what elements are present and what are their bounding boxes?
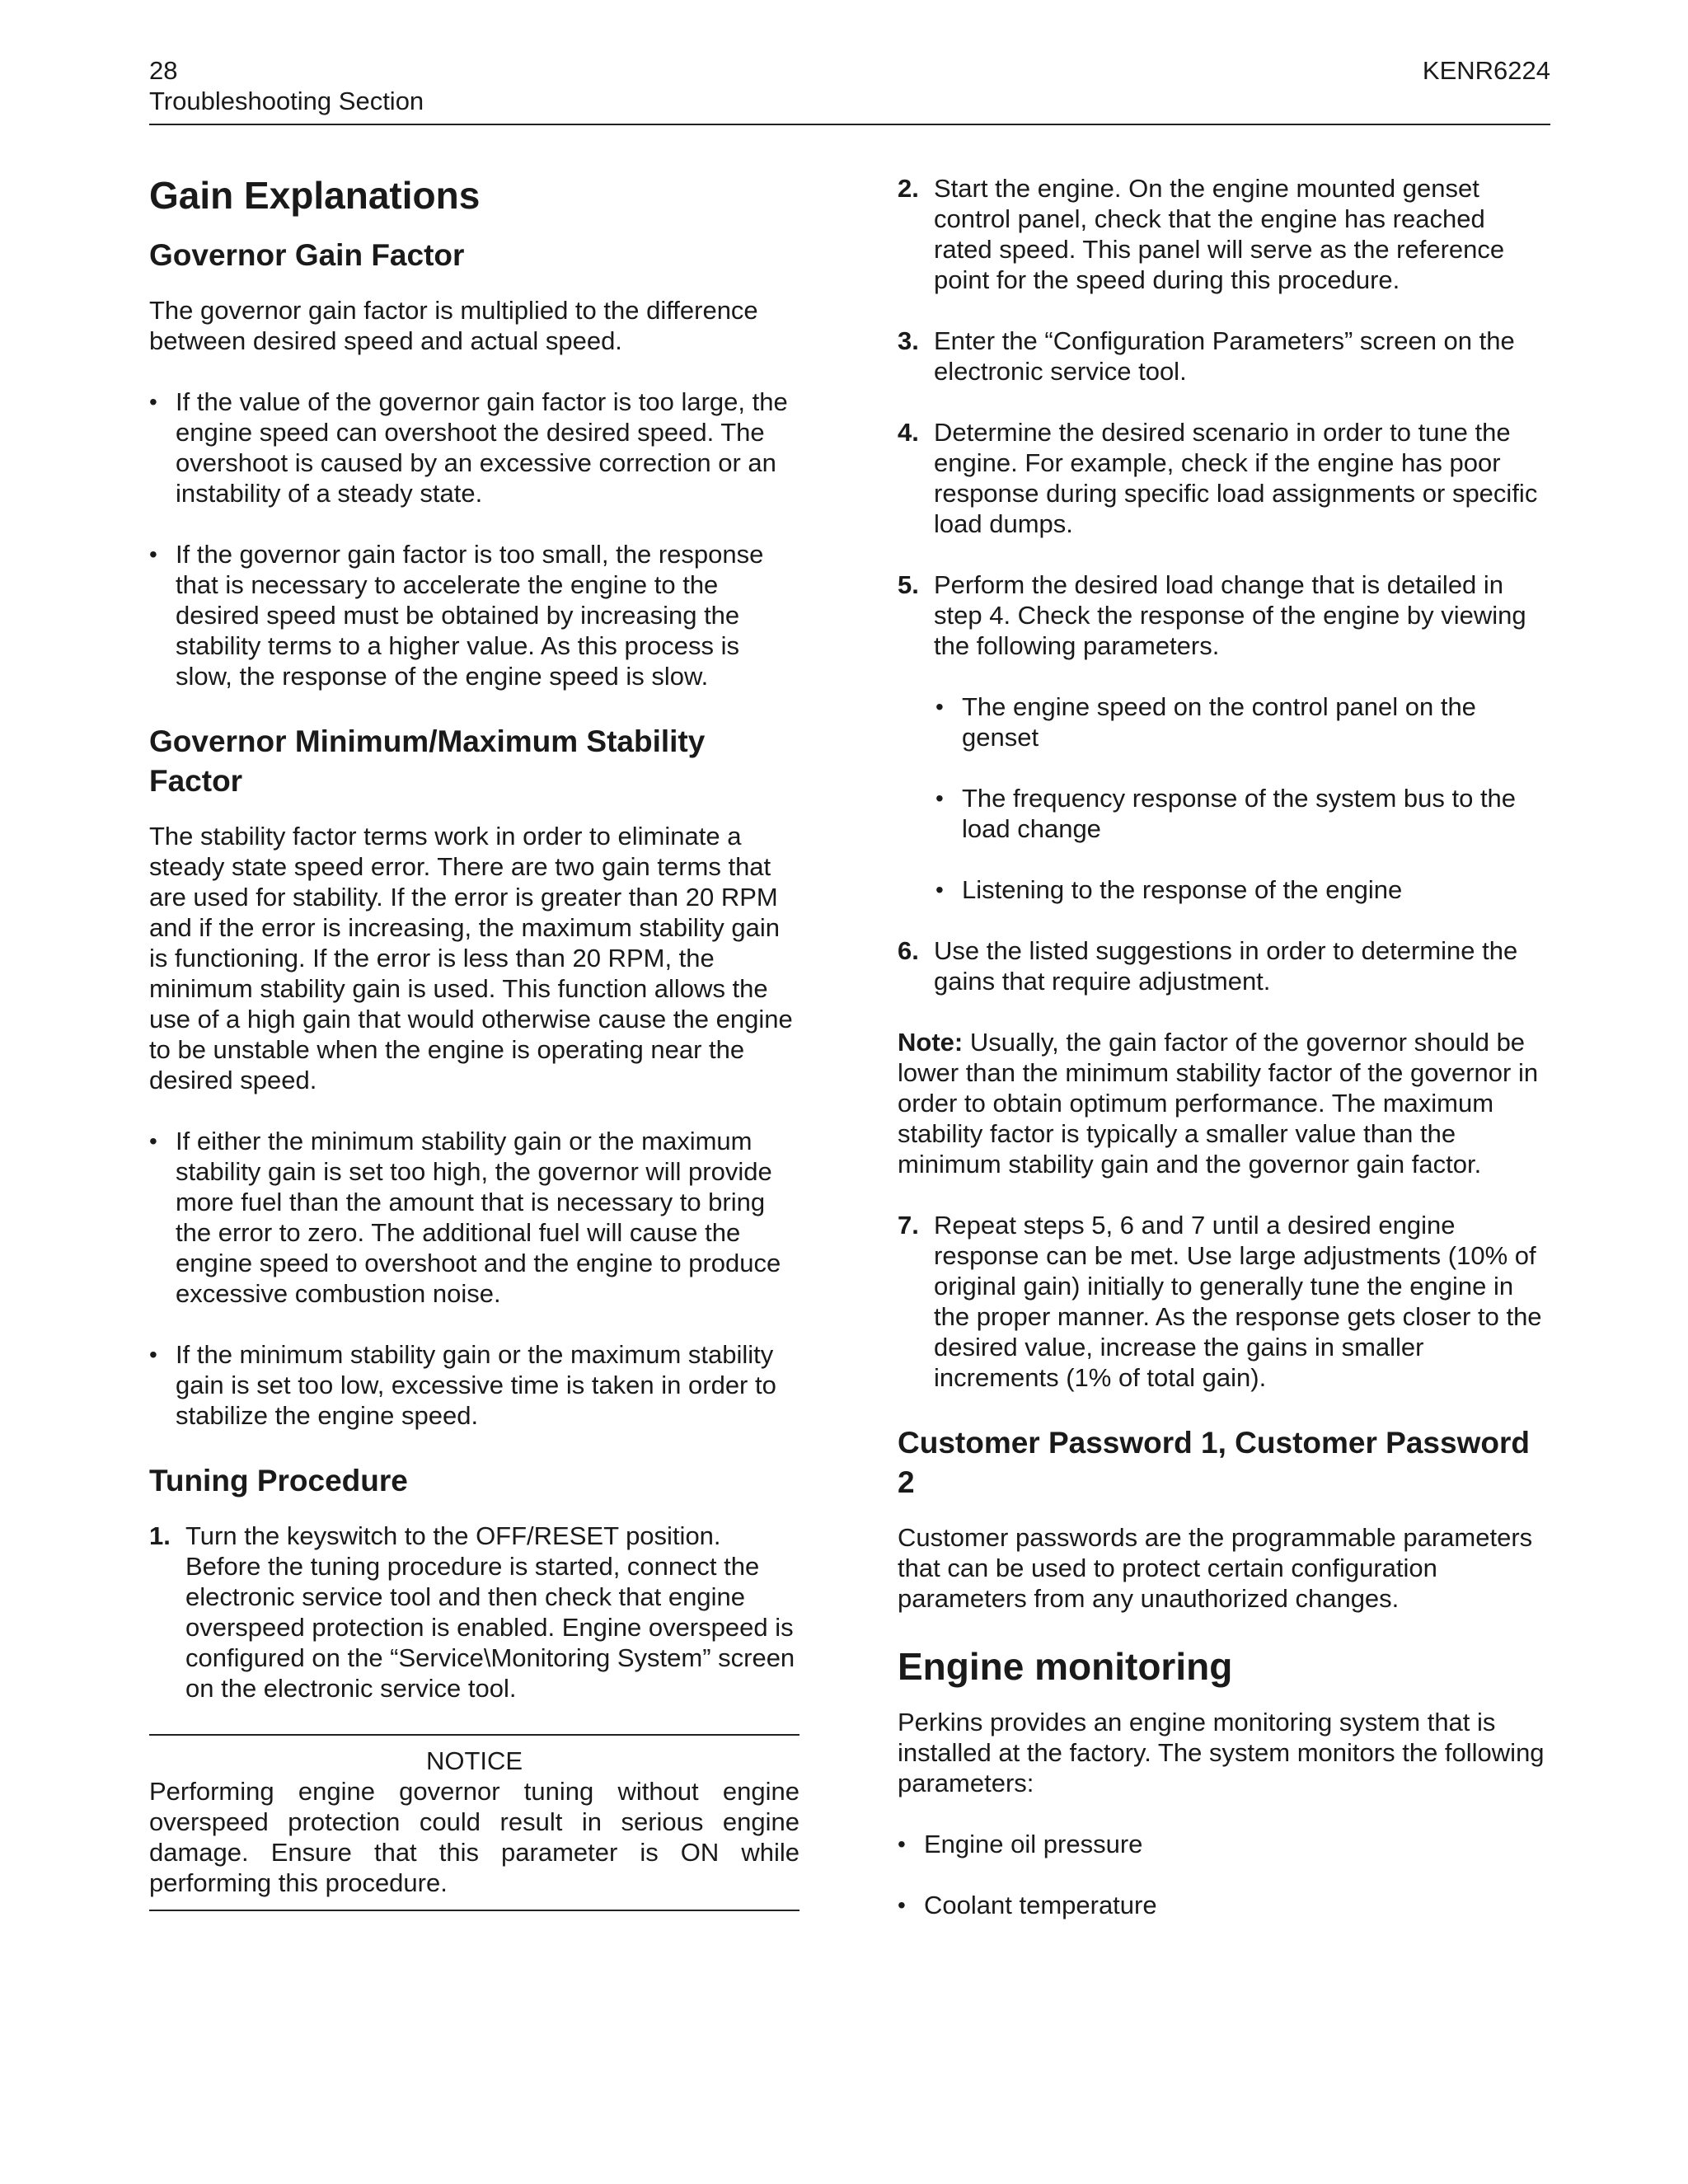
note-paragraph: [898, 1027, 1550, 1179]
step-text: Repeat steps 5, 6 and 7 until a desired engine response can be met. Use large adjustments (10% of original gain) initially to generally tune the engine in the proper manner. As the response gets closer to the desired value, increase the gains in smaller increments (1% of total gain).: [934, 1211, 1542, 1392]
list-item: • Coolant temperature: [898, 1890, 1550, 1920]
governor-gain-intro: The governor gain factor is multiplied to the difference between desired speed and actual speed.: [149, 296, 758, 355]
step-number: 4.: [898, 418, 919, 447]
note-label: Note:: [898, 1028, 964, 1057]
engine-monitoring-title: Engine monitoring: [898, 1645, 1233, 1688]
notice-box: [149, 1734, 799, 1911]
governor-gain-bullets: [149, 387, 799, 691]
stability-intro: The stability factor terms work in order to eliminate a steady state speed error. There are two gain terms that are used for stability. If the error is greater than 20 RPM and if the error is increasing, the maximum stability gain is functioning. If the error is less than 20 RPM, the minimum stability gain is used. This function allows the use of a high gain that would otherwise cause the engine to be unstable when the engine is operating near the desired speed.: [149, 822, 793, 1094]
notice-title: NOTICE: [425, 1746, 523, 1775]
list-item: • If either the minimum stability gain or the maximum stability gain is set too high, the governor will provide more fuel than the amount that is necessary to bring the error to zero. The additional fuel will cause the engine speed to overshoot and the engine to produce excessive combustion noise.: [149, 1126, 799, 1309]
engine-monitoring-intro: Perkins provides an engine monitoring system that is installed at the factory. The system monitors the following parameters:: [898, 1708, 1545, 1797]
list-item: • If the minimum stability gain or the maximum stability gain is set too low, excessive time is taken in order to stabilize the engine speed.: [149, 1339, 799, 1431]
list-item: • If the governor gain factor is too small, the response that is necessary to accelerate the engine to the desired speed must be obtained by increasing the stability terms to a higher value. As this process is slow, the response of the engine speed is slow.: [149, 539, 799, 691]
step-text: Determine the desired scenario in order to tune the engine. For example, check if the engine has poor response during specific load assignments or specific load dumps.: [934, 418, 1538, 538]
customer-password-text: Customer passwords are the programmable parameters that can be used to protect certain configuration parameters from any unauthorized changes.: [898, 1523, 1533, 1613]
notice-body: Performing engine governor tuning without engine overspeed protection could result in serious engine damage. Ensure that this parameter is ON while performing this procedure.: [149, 1777, 799, 1897]
step-2: [898, 173, 1550, 295]
step-6: [898, 935, 1550, 996]
document-id: KENR6224: [1422, 56, 1550, 85]
list-item: • Listening to the response of the engine: [898, 874, 1550, 905]
left-column: [149, 173, 799, 1911]
step-3: [898, 326, 1550, 387]
monitored-parameters: [898, 1829, 1550, 1920]
step-1: [149, 1521, 799, 1704]
customer-password-heading: Customer Password 1, Customer Password 2: [898, 1426, 1530, 1499]
step-4: [898, 417, 1550, 539]
stability-heading: Governor Minimum/Maximum Stability Factor: [149, 724, 706, 798]
list-item: • The engine speed on the control panel on the genset: [898, 691, 1550, 752]
page-header: [149, 56, 1550, 125]
step-number: 6.: [898, 936, 919, 965]
governor-gain-heading: Governor Gain Factor: [149, 238, 465, 272]
step-text: Perform the desired load change that is detailed in step 4. Check the response of the engine by viewing the following parameters.: [934, 570, 1526, 660]
tuning-procedure-heading: Tuning Procedure: [149, 1464, 408, 1497]
note-text: Usually, the gain factor of the governor should be lower than the minimum stability factor of the governor in order to obtain optimum performance. The maximum stability factor is typically a smaller value than the minimum stability gain and the governor gain factor.: [898, 1028, 1539, 1179]
list-item: • Engine oil pressure: [898, 1829, 1550, 1859]
step-text: Start the engine. On the engine mounted genset control panel, check that the engine has reached rated speed. This panel will serve as the reference point for the speed during this procedure.: [934, 174, 1505, 294]
step-number: 2.: [898, 174, 919, 203]
list-item: • If the value of the governor gain factor is too large, the engine speed can overshoot the desired speed. The overshoot is caused by an excessive correction or an instability of a steady state.: [149, 387, 799, 509]
section-title: Troubleshooting Section: [149, 87, 424, 115]
step-5: [898, 569, 1550, 661]
step-number: 7.: [898, 1211, 919, 1240]
step-text: Use the listed suggestions in order to determine the gains that require adjustment.: [934, 936, 1518, 996]
step-text: Enter the “Configuration Parameters” screen on the electronic service tool.: [934, 326, 1515, 386]
step-number: 1.: [149, 1521, 171, 1550]
step-number: 5.: [898, 570, 919, 599]
step-number: 3.: [898, 326, 919, 355]
list-item: • The frequency response of the system bus to the load change: [898, 783, 1550, 844]
stability-bullets: [149, 1126, 799, 1431]
step-7: [898, 1210, 1550, 1393]
gain-explanations-title: Gain Explanations: [149, 174, 481, 217]
right-column: [898, 173, 1550, 1951]
parameter-bullets: [898, 691, 1550, 905]
step-text: Turn the keyswitch to the OFF/RESET position. Before the tuning procedure is started, connect the electronic service tool and then check that engine overspeed protection is enabled. Engine overspeed is configured on the “Service\Monitoring System” screen on the electronic service tool.: [185, 1521, 795, 1703]
page-number: 28: [149, 56, 178, 85]
